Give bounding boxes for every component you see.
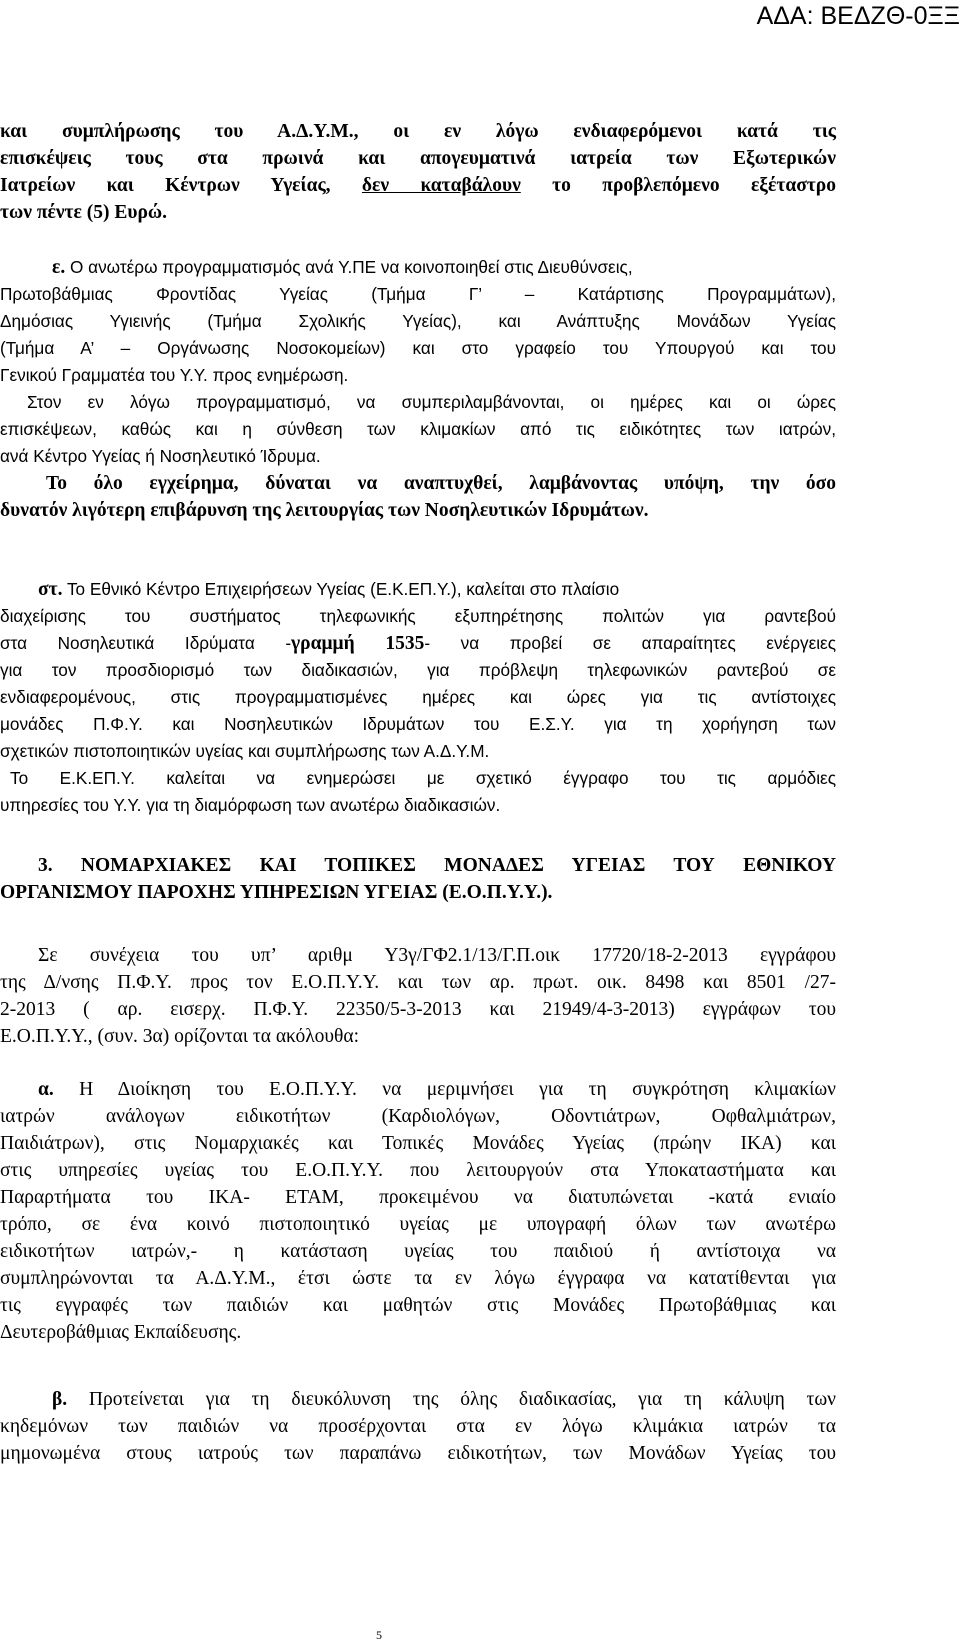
paragraph-reference xyxy=(0,942,836,1050)
paragraph-e xyxy=(0,254,836,524)
paragraph-intro xyxy=(0,118,836,226)
text-line: Το Ε.Κ.ΕΠ.Υ. καλείται να ενημερώσει με σχετικό έγγραφο του τις αρμόδιες xyxy=(10,768,836,788)
text-line: Στον εν λόγω προγραμματισμό, να συμπεριλαμβάνονται, οι ημέρες και οι ώρες xyxy=(27,392,836,412)
text-line: κηδεμόνων των παιδιών να προσέρχονται στα εν λόγω κλιμάκια ιατρών τα xyxy=(0,1416,836,1437)
text-line: Ε.Ο.Π.Υ.Υ., (συν. 3α) ορίζονται τα ακόλουθα: xyxy=(0,1026,360,1047)
text-line: επισκέψεων, καθώς και η σύνθεση των κλιμακίων από τις ειδικότητες των ιατρών, xyxy=(0,419,836,439)
text-line: συμπληρώνονται τα Α.Δ.Υ.Μ., έτσι ώστε τα εν λόγω έγγραφα να κατατίθενται για xyxy=(0,1268,836,1289)
item-marker: β. xyxy=(52,1389,68,1410)
text-line: α. Η Διοίκηση του Ε.Ο.Π.Υ.Υ. να μεριμνήσει για τη συγκρότηση κλιμακίων xyxy=(38,1079,836,1100)
hotline-number: γραμμή 1535 xyxy=(291,633,425,654)
item-marker: ε. xyxy=(52,257,66,278)
bold-line: Το όλο εγχείρημα, δύναται να αναπτυχθεί, λαμβάνοντας υπόψη, την όσο xyxy=(46,473,836,494)
paragraph-a xyxy=(0,1076,836,1346)
bold-line: δυνατόν λιγότερη επιβάρυνση της λειτουργίας των Νοσηλευτικών Ιδρυμάτων. xyxy=(0,500,649,521)
text-line: και συμπλήρωσης του Α.Δ.Υ.Μ., οι εν λόγω ενδιαφερόμενοι κατά τις xyxy=(0,121,836,142)
text-line: Σε συνέχεια του υπ’ αριθμ Υ3γ/ΓΦ2.1/13/Γ.Π.οικ 17720/18-2-2013 εγγράφου xyxy=(38,945,836,966)
text-line: τις εγγραφές των παιδιών και μαθητών στις Μονάδες Πρωτοβάθμιας και xyxy=(0,1295,836,1316)
text-line: μονάδες Π.Φ.Υ. και Νοσηλευτικών Ιδρυμάτων του Ε.Σ.Υ. για τη χορήγηση των xyxy=(0,714,836,734)
text-line: Ιατρείων και Κέντρων Υγείας, δεν καταβάλουν το προβλεπόμενο εξέταστρο xyxy=(0,175,836,196)
text-line: Δημόσιας Υγιεινής (Τμήμα Σχολικής Υγείας), και Ανάπτυξης Μονάδων Υγείας xyxy=(0,311,836,331)
text-line: Παιδιάτρων), στις Νομαρχιακές και Τοπικές Μονάδες Υγείας (πρώην ΙΚΑ) και xyxy=(0,1133,836,1154)
item-marker: στ. xyxy=(38,579,63,600)
section-heading xyxy=(0,852,836,906)
text-line: διαχείρισης του συστήματος τηλεφωνικής εξυπηρέτησης πολιτών για ραντεβού xyxy=(0,606,836,626)
underlined-phrase: δεν καταβάλουν xyxy=(361,175,521,196)
text-line: 2-2013 ( αρ. εισερχ. Π.Φ.Υ. 22350/5-3-2013 και 21949/4-3-2013) εγγράφων του xyxy=(0,999,836,1020)
heading-line: ΟΡΓΑΝΙΣΜΟΥ ΠΑΡΟΧΗΣ ΥΠΗΡΕΣΙΩΝ ΥΓΕΙΑΣ (Ε.Ο.Π.Υ.Υ.). xyxy=(0,882,553,903)
text-line: της Δ/νσης Π.Φ.Υ. προς τον Ε.Ο.Π.Υ.Υ. και των αρ. πρωτ. οικ. 8498 και 8501 /27- xyxy=(0,972,836,993)
heading-line: 3. ΝΟΜΑΡΧΙΑΚΕΣ ΚΑΙ ΤΟΠΙΚΕΣ ΜΟΝΑΔΕΣ ΥΓΕΙΑΣ ΤΟΥ ΕΘΝΙΚΟΥ xyxy=(38,855,836,876)
text-line: των πέντε (5) Ευρώ. xyxy=(0,202,168,223)
text-line: (Τμήμα Α’ – Οργάνωσης Νοσοκομείων) και στο γραφείο του Υπουργού και του xyxy=(0,338,836,358)
text-line: μημονωμένα στους ιατρούς των παραπάνω ειδικοτήτων, των Μονάδων Υγείας του xyxy=(0,1443,836,1464)
text-line: στ. Το Εθνικό Κέντρο Επιχειρήσεων Υγείας (Ε.Κ.ΕΠ.Υ.), καλείται στο πλαίσιο xyxy=(38,579,620,600)
text-line: υπηρεσίες του Υ.Υ. για τη διαμόρφωση των ανωτέρω διαδικασιών. xyxy=(0,795,501,815)
text-line: ε. Ο ανωτέρω προγραμματισμός ανά Υ.ΠΕ να κοινοποιηθεί στις Διευθύνσεις, xyxy=(52,257,633,278)
text-line: στα Νοσηλευτικά Ιδρύματα -γραμμή 1535- να προβεί σε απαραίτητες ενέργειες xyxy=(0,633,837,654)
paragraph-st xyxy=(0,576,836,819)
text-line: τρόπο, σε ένα κοινό πιστοποιητικό υγείας με υπογραφή όλων των ανωτέρω xyxy=(0,1214,836,1235)
text-line: Δευτεροβάθμιας Εκπαίδευσης. xyxy=(0,1322,242,1343)
text-line: β. Προτείνεται για τη διευκόλυνση της όλης διαδικασίας, για τη κάλυψη των xyxy=(52,1389,836,1410)
text-line: στις υπηρεσίες υγείας του Ε.Ο.Π.Υ.Υ. που λειτουργούν στα Υποκαταστήματα και xyxy=(0,1160,836,1181)
text-line: ιατρών ανάλογων ειδικοτήτων (Καρδιολόγων, Οδοντιάτρων, Οφθαλμιάτρων, xyxy=(0,1106,836,1127)
text-line: ειδικοτήτων ιατρών,- η κατάσταση υγείας του παιδιού ή αντίστοιχα να xyxy=(0,1241,836,1262)
text-line: ανά Κέντρο Υγείας ή Νοσηλευτικό Ίδρυμα. xyxy=(0,446,321,466)
text-line: Πρωτοβάθμιας Φροντίδας Υγείας (Τμήμα Γ’ – Κατάρτισης Προγραμμάτων), xyxy=(0,284,836,304)
text-line: επισκέψεις τους στα πρωινά και απογευματινά ιατρεία των Εξωτερικών xyxy=(0,148,836,169)
paragraph-b xyxy=(0,1386,836,1467)
item-marker: α. xyxy=(38,1079,54,1100)
text-line: σχετικών πιστοποιητικών υγείας και συμπλήρωσης των Α.Δ.Υ.Μ. xyxy=(0,741,490,761)
ada-code: ΑΔΑ: ΒΕΔΖΘ-0ΞΞ xyxy=(756,2,960,30)
text-line: για τον προσδιορισμό των διαδικασιών, για πρόβλεψη τηλεφωνικών ραντεβού σε xyxy=(0,660,836,680)
page-number: 5 xyxy=(376,1628,382,1642)
text-line: Γενικού Γραμματέα του Υ.Υ. προς ενημέρωση. xyxy=(0,365,349,385)
text-line: Παραρτήματα του ΙΚΑ- ΕΤΑΜ, προκειμένου να διατυπώνεται -κατά ενιαίο xyxy=(0,1187,836,1208)
text-line: ενδιαφερομένους, στις προγραμματισμένες ημέρες και ώρες για τις αντίστοιχες xyxy=(0,687,836,707)
